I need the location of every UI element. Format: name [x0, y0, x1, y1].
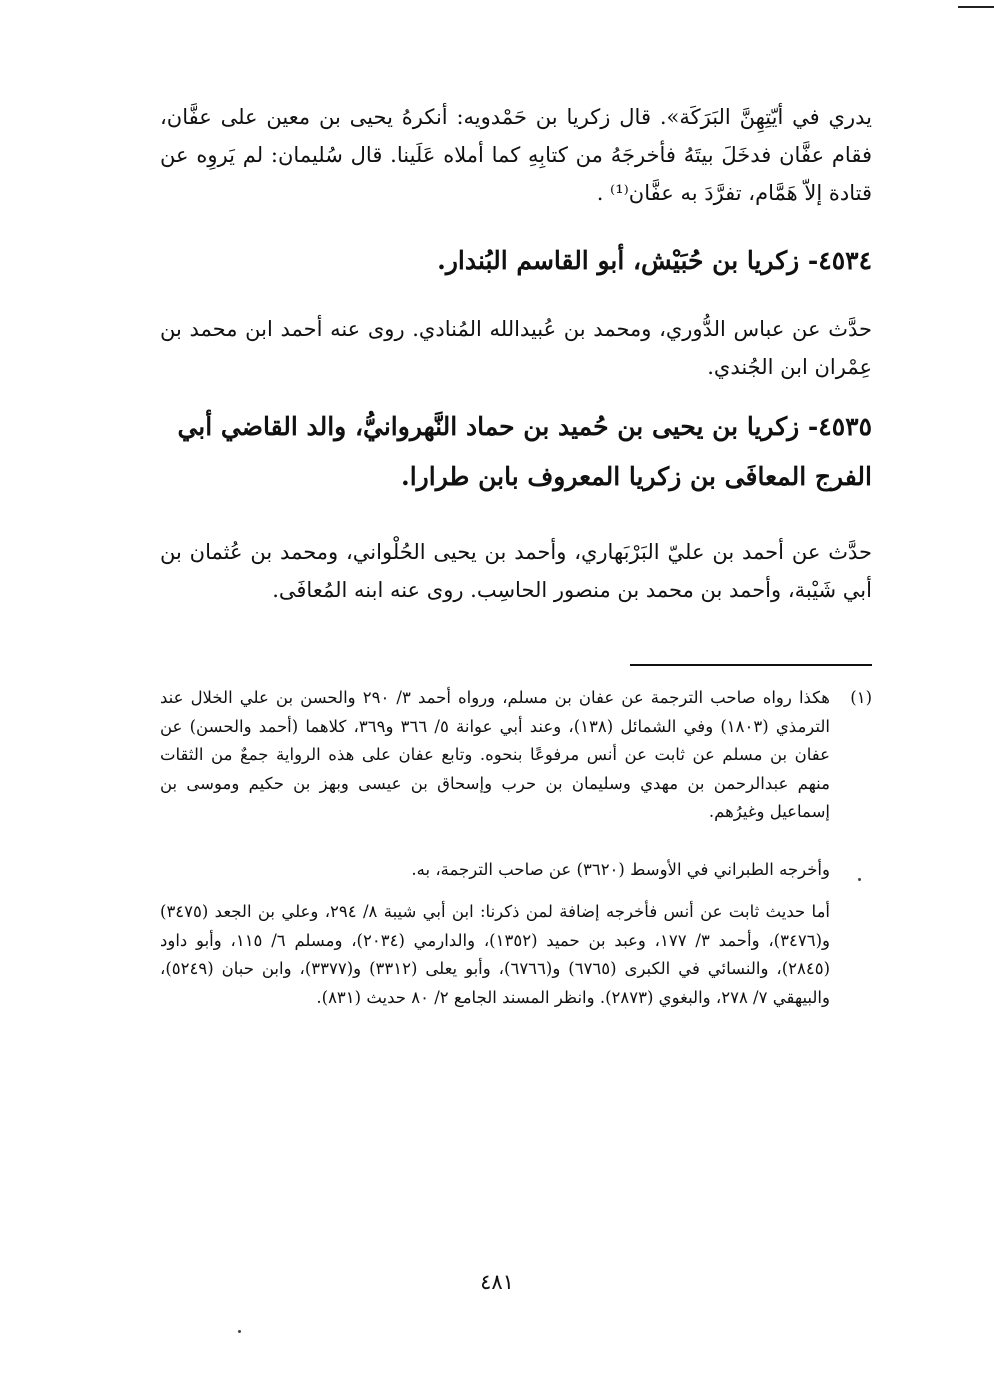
footnote-text-3: أما حديث ثابت عن أنس فأخرجه إضافة لمن ذكرنا: ابن أبي شيبة ٨/ ٢٩٤، وعلي بن الجعد (٣٤٧٥) و(٣٤٧٦)، وأحمد ٣/ ١٧٧، وعبد بن حميد (١٣٥٢)، والدارمي (٢٠٣٤)، ومسلم ٦/ ١١٥، وأبو داود (٢٨٤٥)، والنسائي في الكبرى (٦٧٦٥) و(٦٧٦٦)، وأبو يعلى (٣٣١٢) و(٣٣٧٧)، وابن حبان (٥٢٤٩)، والبيهقي ٧/ ٢٧٨، والبغوي (٢٨٧٣). وانظر المسند الجامع ٢/ ٨٠ حديث (٨٣١).: [160, 902, 831, 1007]
scan-speck: [238, 1330, 241, 1333]
page-number: ٤٨١: [480, 1270, 514, 1294]
footnote-separator: [630, 664, 872, 666]
entry-body-4534: حدَّث عن عباس الدُّوري، ومحمد بن عُبيدالله المُنادي. روى عنه أحمد ابن محمد بن عِمْران ابن الجُندي.: [160, 317, 872, 379]
footnote-1: [160, 684, 872, 827]
entry-body-4535: حدَّث عن أحمد بن عليّ البَرْبَهاري، وأحمد بن يحيى الحُلْواني، ومحمد بن عُثمان بن أبي شَيْبة، وأحمد بن محمد بن منصور الحاسِب. روى عنه ابنه المُعافَى.: [160, 540, 872, 602]
footnote-number: (١): [850, 688, 872, 707]
scan-speck: [858, 878, 861, 881]
footnote-text-2: وأخرجه الطبراني في الأوسط (٣٦٢٠) عن صاحب الترجمة، به.: [411, 860, 830, 879]
footnote-text-1: هكذا رواه صاحب الترجمة عن عفان بن مسلم، ورواه أحمد ٣/ ٢٩٠ والحسن بن علي الخلال عند الترمذي (١٨٠٣) وفي الشمائل (١٣٨)، وعند أبي عوانة ٥/ ٣٦٦ و٣٦٩، كلاهما (أحمد والحسن) عن عفان بن مسلم عن ثابت عن أنس مرفوعًا بنحوه. وتابع عفان على هذه الرواية جمعٌ من الثقات منهم عبدالرحمن بن مهدي وسليمان بن حرب وإسحاق بن عيسى وبهز بن حكيم وموسى بن إسماعيل وغيرُهم.: [160, 688, 830, 822]
scan-corner-mark: [958, 6, 994, 8]
entry-heading-4534: ٤٥٣٤- زكريا بن حُبَيْش، أبو القاسم البُندار.: [437, 246, 872, 275]
entry-continuation: يدري في أيّتِهِنَّ البَرَكَة». قال زكريا بن حَمْدويه: أنكرهُ يحيى بن معين على عفَّان، فقام عفَّان فدخَلَ بيتَهُ فأخرجَهُ من كتابِهِ كما أملاه عَلَينا. قال سُليمان: لم يَروِه عن قتادة إلاّ هَمَّام، تفرَّدَ به عفَّان⁽¹⁾ .: [160, 105, 872, 205]
entry-heading-4535: ٤٥٣٥- زكريا بن يحيى بن حُميد بن حماد النَّهروانيُّ، والد القاضي أبي الفرج المعافَى بن زكريا المعروف بابن طرارا.: [177, 412, 872, 491]
